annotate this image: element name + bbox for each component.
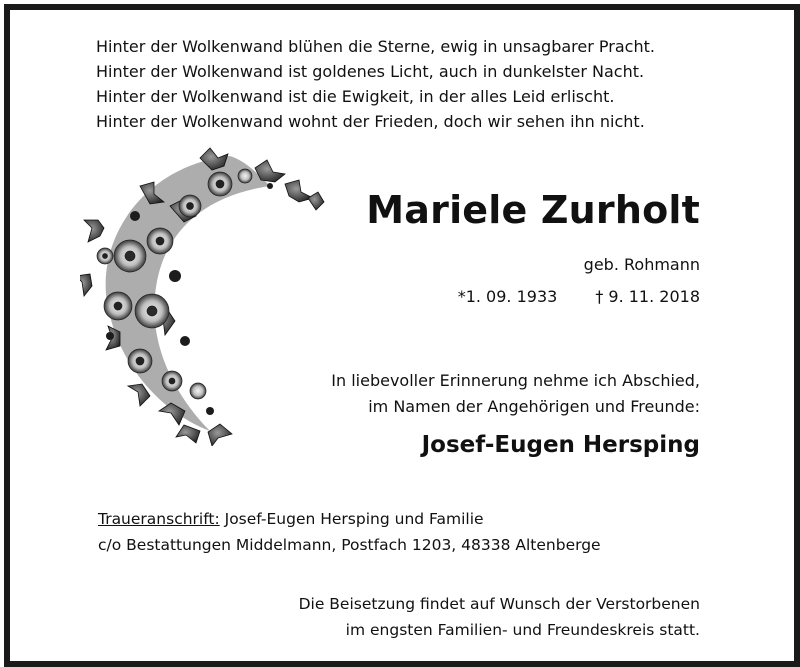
burial-line: Die Beisetzung findet auf Wunsch der Verstorbenen [298,595,700,613]
poem-line: Hinter der Wolkenwand ist die Ewigkeit, in der alles Leid erlischt. [96,87,615,106]
farewell-line: im Namen der Angehörigen und Freunde: [368,397,700,416]
address-line [98,506,601,532]
life-dates [458,287,700,306]
birth-date: *1. 09. 1933 [457,287,558,306]
farewell-text [331,368,700,420]
poem [96,34,655,134]
burial-line: im engsten Familien- und Freundeskreis statt. [345,621,700,639]
death-date: † 9. 11. 2018 [595,287,700,306]
address-recipient: Josef-Eugen Hersping und Familie [219,510,484,528]
poem-line: Hinter der Wolkenwand ist goldenes Licht, auch in dunkelster Nacht. [96,62,645,81]
address-label: Traueranschrift: [98,510,220,528]
deceased-name: Mariele Zurholt [366,188,700,232]
mourner-name: Josef-Eugen Hersping [421,432,700,458]
flower-wreath-image [80,146,330,446]
farewell-line: In liebevoller Erinnerung nehme ich Abschied, [331,371,700,390]
address-line: c/o Bestattungen Middelmann, Postfach 1203, 48338 Altenberge [98,536,601,554]
poem-line: Hinter der Wolkenwand blühen die Sterne, ewig in unsagbarer Pracht. [96,37,655,56]
maiden-name: geb. Rohmann [583,255,700,274]
mourning-address [98,506,601,558]
poem-line: Hinter der Wolkenwand wohnt der Frieden, doch wir sehen ihn nicht. [96,112,645,131]
burial-note [299,591,700,643]
